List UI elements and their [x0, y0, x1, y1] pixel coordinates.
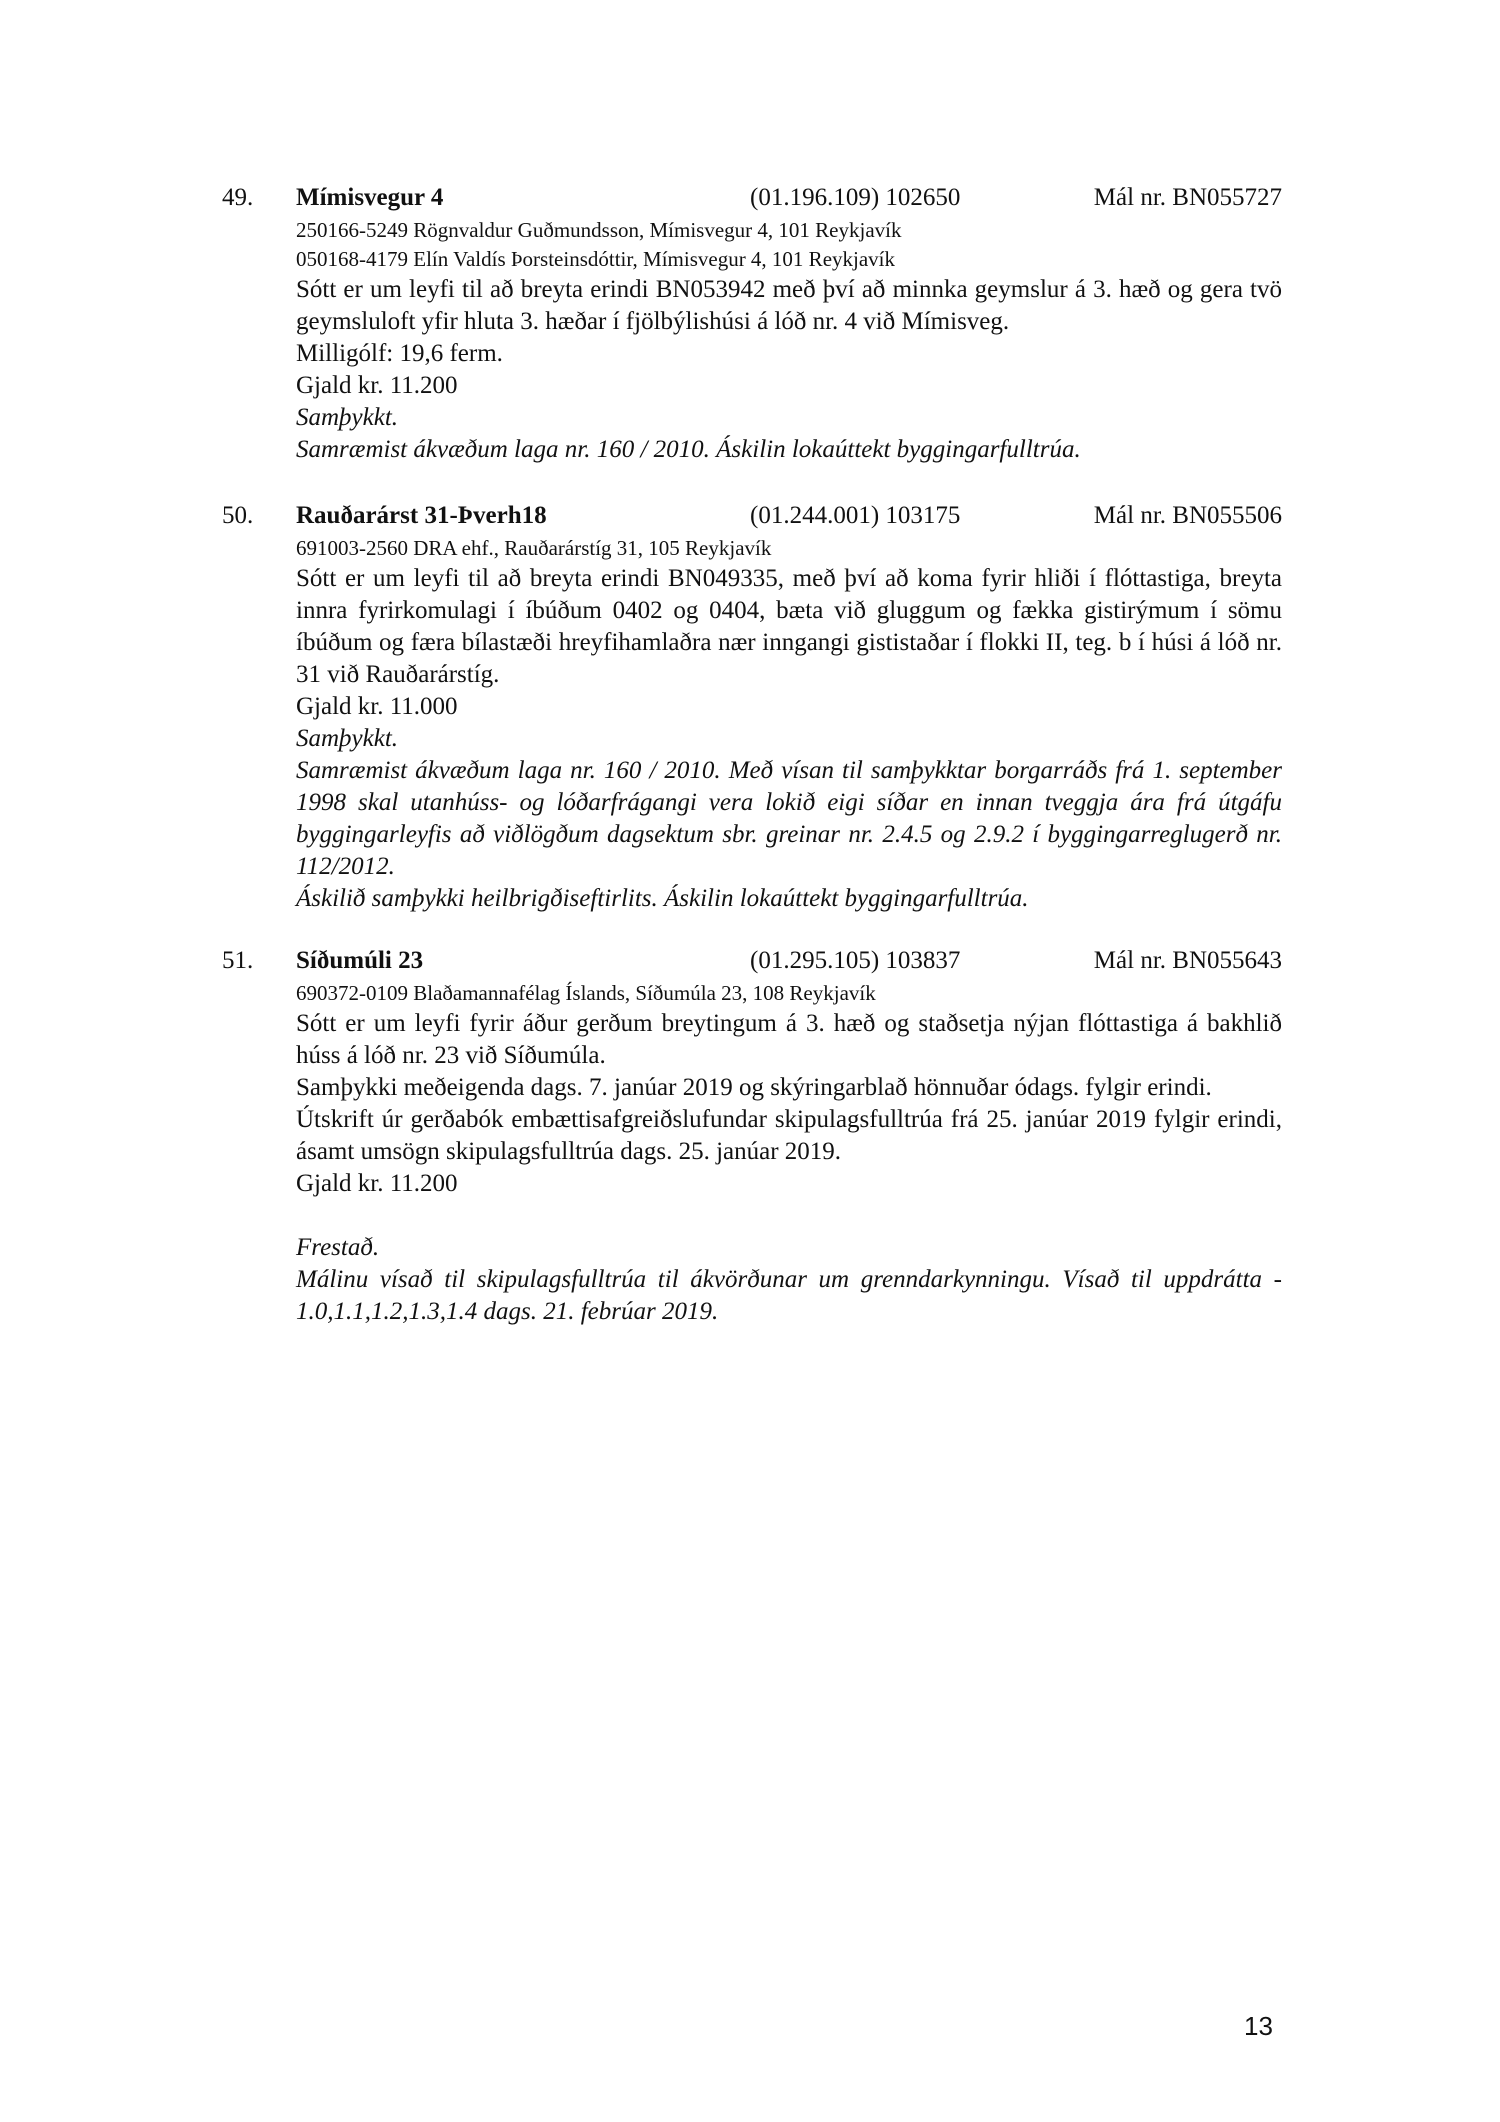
entry-note: Áskilið samþykki heilbrigðiseftirlits. Áskilin lokaúttekt byggingarfulltrúa.	[296, 885, 1029, 912]
entry-decision: Samþykkt.	[296, 404, 399, 431]
entry-header	[222, 498, 1282, 534]
entry-body	[296, 534, 1282, 915]
entry-description: Sótt er um leyfi til að breyta erindi BN049335, með því að koma fyrir hliði í flóttastiga, breyta innra fyrirkomulagi í íbúðum 0402 og 0404, bæta við gluggum og fækka gistirýmum í sömu íbúðum og færa bílastæði hreyfihamlaðra nær inngangi gististaðar í flokki II, teg. b í húsi á lóð nr. 31 við Rauðarárstíg.	[296, 565, 1282, 688]
entry-reference: (01.196.109) 102650	[750, 184, 961, 211]
entry-fee: Gjald kr. 11.200	[296, 1170, 458, 1197]
entry-title: Síðumúli 23	[296, 947, 424, 974]
entry-fee: Gjald kr. 11.200	[296, 372, 458, 399]
case-entry-50	[222, 498, 1282, 915]
entry-case-number: Mál nr. BN055643	[1093, 947, 1282, 974]
entry-title: Rauðarárst 31-Þverh18	[296, 502, 547, 529]
entry-reference: (01.295.105) 103837	[750, 947, 961, 974]
entry-body	[296, 979, 1282, 1328]
entry-title: Mímisvegur 4	[296, 184, 444, 211]
applicant-line: 691003-2560 DRA ehf., Rauðarárstíg 31, 105 Reykjavík	[296, 536, 772, 560]
entry-number: 50.	[222, 502, 254, 529]
entry-case-number: Mál nr. BN055727	[1093, 184, 1282, 211]
entry-paragraph: Samþykki meðeigenda dags. 7. janúar 2019 og skýringarblað hönnuðar ódags. fylgir erindi.	[296, 1074, 1212, 1101]
entry-description: Sótt er um leyfi til að breyta erindi BN053942 með því að minnka geymslur á 3. hæð og gera tvö geymsluloft yfir hluta 3. hæðar í fjölbýlishúsi á lóð nr. 4 við Mímisveg.	[296, 276, 1282, 335]
entry-description: Sótt er um leyfi fyrir áður gerðum breytingum á 3. hæð og staðsetja nýjan flóttastiga á bakhlið húss á lóð nr. 23 við Síðumúla.	[296, 1010, 1282, 1069]
entry-note: Samræmist ákvæðum laga nr. 160 / 2010. Áskilin lokaúttekt byggingarfulltrúa.	[296, 436, 1081, 463]
entry-header	[222, 180, 1282, 216]
entry-decision: Samþykkt.	[296, 725, 399, 752]
entry-case-number: Mál nr. BN055506	[1093, 502, 1282, 529]
entry-reference: (01.244.001) 103175	[750, 502, 961, 529]
entry-paragraph: Útskrift úr gerðabók embættisafgreiðslufundar skipulagsfulltrúa frá 25. janúar 2019 fylgir erindi, ásamt umsögn skipulagsfulltrúa dags. 25. janúar 2019.	[296, 1106, 1282, 1165]
applicant-line: 050168-4179 Elín Valdís Þorsteinsdóttir, Mímisvegur 4, 101 Reykjavík	[296, 247, 896, 271]
entry-number: 49.	[222, 184, 254, 211]
entry-fee: Gjald kr. 11.000	[296, 693, 458, 720]
entry-note: Málinu vísað til skipulagsfulltrúa til ákvörðunar um grenndarkynningu. Vísað til uppdrátta - 1.0,1.1,1.2,1.3,1.4 dags. 21. febrúar 2019.	[296, 1266, 1282, 1325]
entry-extra: Milligólf: 19,6 ferm.	[296, 340, 503, 367]
case-entry-51	[222, 943, 1282, 1328]
applicant-line: 690372-0109 Blaðamannafélag Íslands, Síðumúla 23, 108 Reykjavík	[296, 981, 876, 1005]
page-number: 13	[1244, 2011, 1273, 2041]
applicant-line: 250166-5249 Rögnvaldur Guðmundsson, Mímisvegur 4, 101 Reykjavík	[296, 218, 902, 242]
entry-decision: Frestað.	[296, 1234, 380, 1261]
blank-line	[296, 1200, 1282, 1232]
entry-note: Samræmist ákvæðum laga nr. 160 / 2010. Með vísan til samþykktar borgarráðs frá 1. september 1998 skal utanhúss- og lóðarfrágangi vera lokið eigi síðar en innan tveggja ára frá útgáfu byggingarleyfis að viðlögðum dagsektum sbr. greinar nr. 2.4.5 og 2.9.2 í byggingarreglugerð nr. 112/2012.	[296, 757, 1282, 880]
case-entry-49	[222, 180, 1282, 466]
entry-header	[222, 943, 1282, 979]
entry-body	[296, 216, 1282, 466]
entry-number: 51.	[222, 947, 254, 974]
